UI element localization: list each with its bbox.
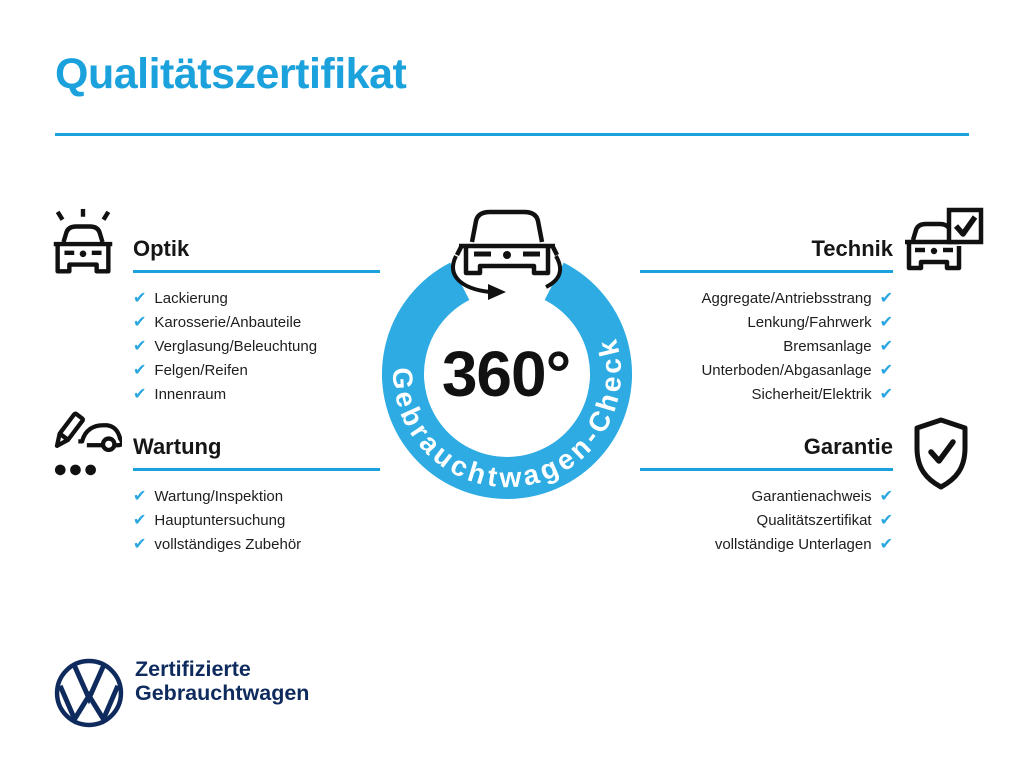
- check-icon: ✔: [879, 384, 893, 403]
- check-icon: ✔: [133, 486, 147, 505]
- check-icon: ✔: [133, 534, 147, 553]
- check-icon: ✔: [133, 288, 147, 307]
- title-rule: [55, 133, 969, 136]
- item-label: Bremsanlage: [783, 337, 872, 355]
- check-icon: ✔: [879, 336, 893, 355]
- vw-logo: [53, 657, 125, 729]
- checklist-item: [640, 358, 893, 382]
- checklist-item: [133, 382, 380, 406]
- checklist-item: [133, 484, 380, 508]
- checklist-item: [133, 334, 380, 358]
- item-label: Hauptuntersuchung: [154, 511, 286, 529]
- check-icon: ✔: [879, 288, 893, 307]
- checklist-item: [640, 334, 893, 358]
- car-front-rotate-icon: [453, 212, 560, 300]
- item-label: Karosserie/Anbauteile: [154, 313, 302, 331]
- check-icon: ✔: [879, 360, 893, 379]
- footer-claim-line1: Zertifizierte: [135, 657, 251, 681]
- item-label: Unterboden/Abgasanlage: [701, 361, 872, 379]
- section-title-technik: Technik: [640, 237, 893, 273]
- checklist-item: [640, 382, 893, 406]
- item-label: vollständiges Zubehör: [154, 535, 302, 553]
- check-icon: ✔: [879, 486, 893, 505]
- item-label: Aggregate/Antriebsstrang: [701, 289, 872, 307]
- item-label: Sicherheit/Elektrik: [751, 385, 872, 403]
- check-icon: ✔: [133, 510, 147, 529]
- checklist-item: [640, 532, 893, 556]
- checklist-item: [640, 508, 893, 532]
- car-shine-icon: [44, 206, 122, 286]
- item-label: Qualitätszertifikat: [756, 511, 872, 529]
- item-label: vollständige Unterlagen: [714, 535, 872, 553]
- item-label: Wartung/Inspektion: [154, 487, 284, 505]
- check-icon: ✔: [133, 336, 147, 355]
- section-wartung: [133, 435, 380, 556]
- wartung-checklist: [133, 484, 380, 556]
- item-label: Innenraum: [154, 385, 227, 403]
- check-icon: ✔: [133, 360, 147, 379]
- shield-check-icon: [907, 415, 975, 493]
- section-title-optik: Optik: [133, 237, 380, 273]
- badge-360-check: [362, 178, 658, 518]
- item-label: Lenkung/Fahrwerk: [747, 313, 872, 331]
- section-garantie: [640, 435, 893, 556]
- technik-checklist: [640, 286, 893, 406]
- item-label: Felgen/Reifen: [154, 361, 248, 379]
- garantie-checklist: [640, 484, 893, 556]
- check-icon: ✔: [133, 384, 147, 403]
- section-title-wartung: Wartung: [133, 435, 380, 471]
- check-icon: ✔: [879, 312, 893, 331]
- footer-claim: [135, 657, 309, 705]
- checklist-item: [133, 358, 380, 382]
- item-label: Verglasung/Beleuchtung: [154, 337, 318, 355]
- item-label: Garantienachweis: [751, 487, 872, 505]
- checklist-item: [133, 508, 380, 532]
- checklist-item: [640, 484, 893, 508]
- checklist-item: [133, 286, 380, 310]
- pencil-car-checklist-icon: [46, 410, 122, 488]
- badge-ring-label: Gebrauchtwagen-Check: [386, 337, 628, 494]
- checklist-item: [640, 286, 893, 310]
- checklist-item: [133, 310, 380, 334]
- check-icon: ✔: [879, 510, 893, 529]
- page-title: Qualitätszertifikat: [55, 50, 407, 98]
- badge-degrees: 360°: [441, 338, 571, 410]
- section-title-garantie: Garantie: [640, 435, 893, 471]
- footer-claim-line2: Gebrauchtwagen: [135, 681, 310, 705]
- section-optik: [133, 237, 380, 406]
- item-label: Lackierung: [154, 289, 228, 307]
- optik-checklist: [133, 286, 380, 406]
- section-technik: [640, 237, 893, 406]
- check-icon: ✔: [879, 534, 893, 553]
- car-checkbox-icon: [901, 204, 987, 288]
- checklist-item: [133, 532, 380, 556]
- check-icon: ✔: [133, 312, 147, 331]
- checklist-item: [640, 310, 893, 334]
